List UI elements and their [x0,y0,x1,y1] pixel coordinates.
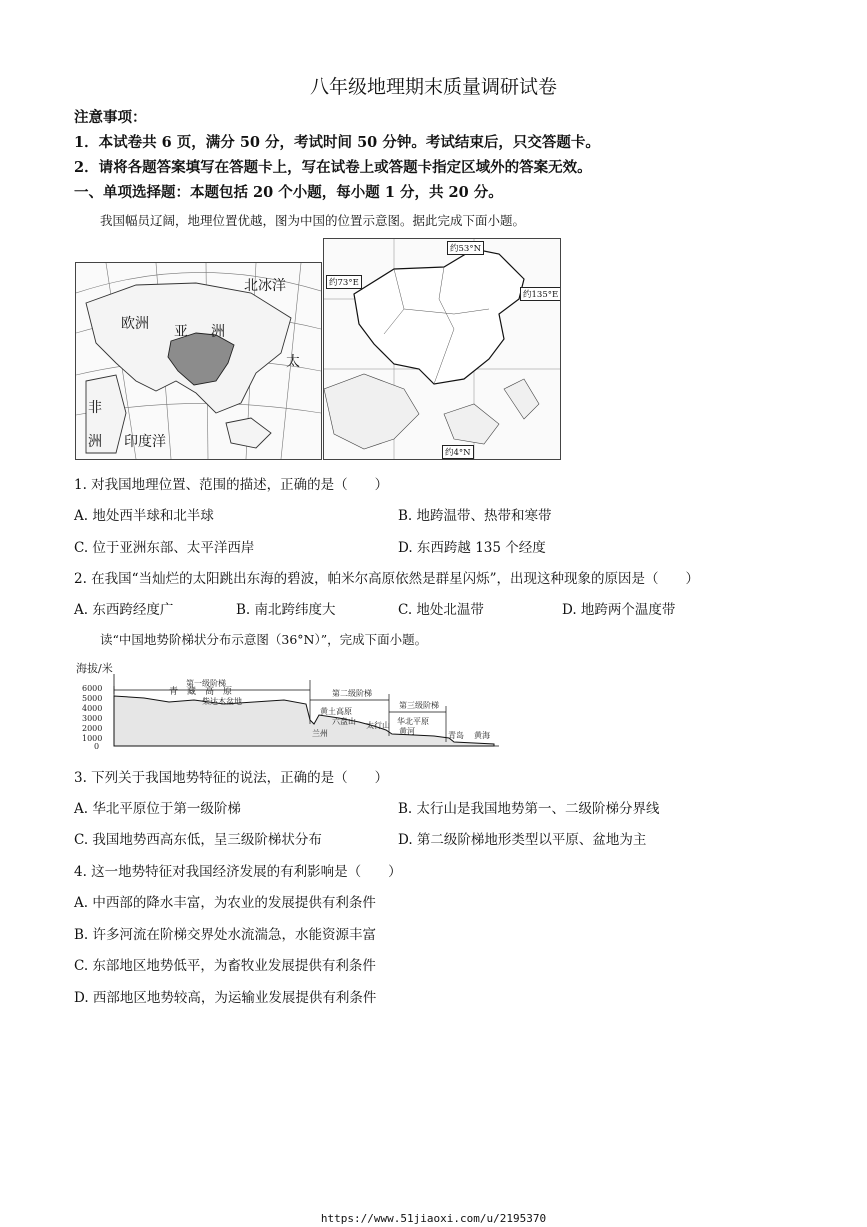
ytick-6000: 6000 [82,684,103,693]
page-title: 八年级地理期末质量调研试卷 [309,76,557,98]
label-africa-2: 洲 [88,434,102,450]
question-4-stem: 4. 这一地势特征对我国经济发展的有利影响是（ ） [74,864,402,880]
intro-text-2: 读“中国地势阶梯状分布示意图（36°N）”，完成下面小题。 [100,632,428,647]
q1-option-a: A. 地处西半球和北半球 [74,508,214,524]
label-asia-1: 亚 [174,324,188,340]
intro-text-1: 我国幅员辽阔，地理位置优越，图为中国的位置示意图。据此完成下面小题。 [100,213,526,228]
q2-option-d: D. 地跨两个温度带 [562,602,676,618]
q1-option-c: C. 位于亚洲东部、太平洋西岸 [74,540,255,556]
profile-graphic [74,660,504,750]
region-north-plain: 华北平原 [397,717,429,726]
label-4N: 约4°N [442,445,474,459]
footer-url: https://www.51jiaoxi.com/u/2195370 [320,1212,547,1225]
section-heading: 一、单项选择题：本题包括 20 个小题，每小题 1 分，共 20 分。 [74,184,503,201]
q4-option-a: A. 中西部的降水丰富，为农业的发展提供有利条件 [74,895,376,911]
label-pacific: 太 [286,354,300,370]
place-yellow-sea: 黄海 [474,731,490,740]
q3-option-c: C. 我国地势西高东低，呈三级阶梯状分布 [74,832,322,848]
q3-option-d: D. 第二级阶梯地形类型以平原、盆地为主 [398,832,647,848]
place-taihang: 太行山 [366,721,390,730]
label-73E: 约73°E [326,275,362,289]
step-3-label: 第三级阶梯 [399,701,439,710]
label-135E: 约135°E [520,287,561,301]
region-loess: 黄土高原 [320,707,352,716]
china-extent-graphic [324,239,560,459]
label-europe: 欧洲 [121,316,149,332]
ytick-5000: 5000 [82,694,103,703]
profile-ylabel: 海拔/米 [76,662,113,675]
notice-heading: 注意事项： [74,109,147,126]
step-2-label: 第二级阶梯 [332,689,372,698]
region-qingzang: 青 藏 高 原 [169,687,233,697]
q3-option-a: A. 华北平原位于第一级阶梯 [74,801,241,817]
question-3-stem: 3. 下列关于我国地势特征的说法，正确的是（ ） [74,770,389,786]
q1-option-d: D. 东西跨越 135 个经度 [398,540,546,556]
label-africa-1: 非 [88,400,102,416]
china-extent-map [323,238,561,460]
ytick-2000: 2000 [82,724,103,733]
ytick-0: 0 [94,742,100,751]
step-1-label: 第一级阶梯 [186,679,226,688]
question-1-stem: 1. 对我国地理位置、范围的描述，正确的是（ ） [74,477,389,493]
q2-option-b: B. 南北跨纬度大 [236,602,336,618]
label-asia-2: 洲 [211,324,225,340]
q4-option-d: D. 西部地区地势较高，为运输业发展提供有利条件 [74,990,377,1006]
notice-item-2: 2．请将各题答案填写在答题卡上，写在试卷上或答题卡指定区域外的答案无效。 [74,159,592,176]
place-lanzhou: 兰州 [312,729,328,738]
label-indian-ocean: 印度洋 [124,434,166,450]
place-qingdao: 青岛 [448,731,464,740]
question-2-stem: 2. 在我国“当灿烂的太阳跳出东海的碧波，帕米尔高原依然是群星闪烁”，出现这种现象的原因是（ ） [74,571,699,587]
ytick-4000: 4000 [82,704,103,713]
label-arctic-ocean: 北冰洋 [244,278,286,294]
q3-option-b: B. 太行山是我国地势第一、二级阶梯分界线 [398,801,660,817]
place-liupan: 六盘山 [332,717,356,726]
notice-item-1: 1．本试卷共 6 页，满分 50 分，考试时间 50 分钟。考试结束后，只交答题卡。 [74,134,600,151]
place-qaidam: 柴达木盆地 [202,697,242,706]
q4-option-b: B. 许多河流在阶梯交界处水流湍急，水能资源丰富 [74,927,377,943]
q2-option-c: C. 地处北温带 [398,602,484,618]
ytick-3000: 3000 [82,714,103,723]
china-position-world-map [75,262,322,460]
ytick-1000: 1000 [82,734,103,743]
q4-option-c: C. 东部地区地势低平，为畜牧业发展提供有利条件 [74,958,376,974]
q2-option-a: A. 东西跨经度广 [74,602,174,618]
place-yellow-river: 黄河 [399,727,415,736]
q1-option-b: B. 地跨温带、热带和寒带 [398,508,552,524]
terrain-profile-diagram [74,660,504,750]
label-53N: 约53°N [447,241,484,255]
